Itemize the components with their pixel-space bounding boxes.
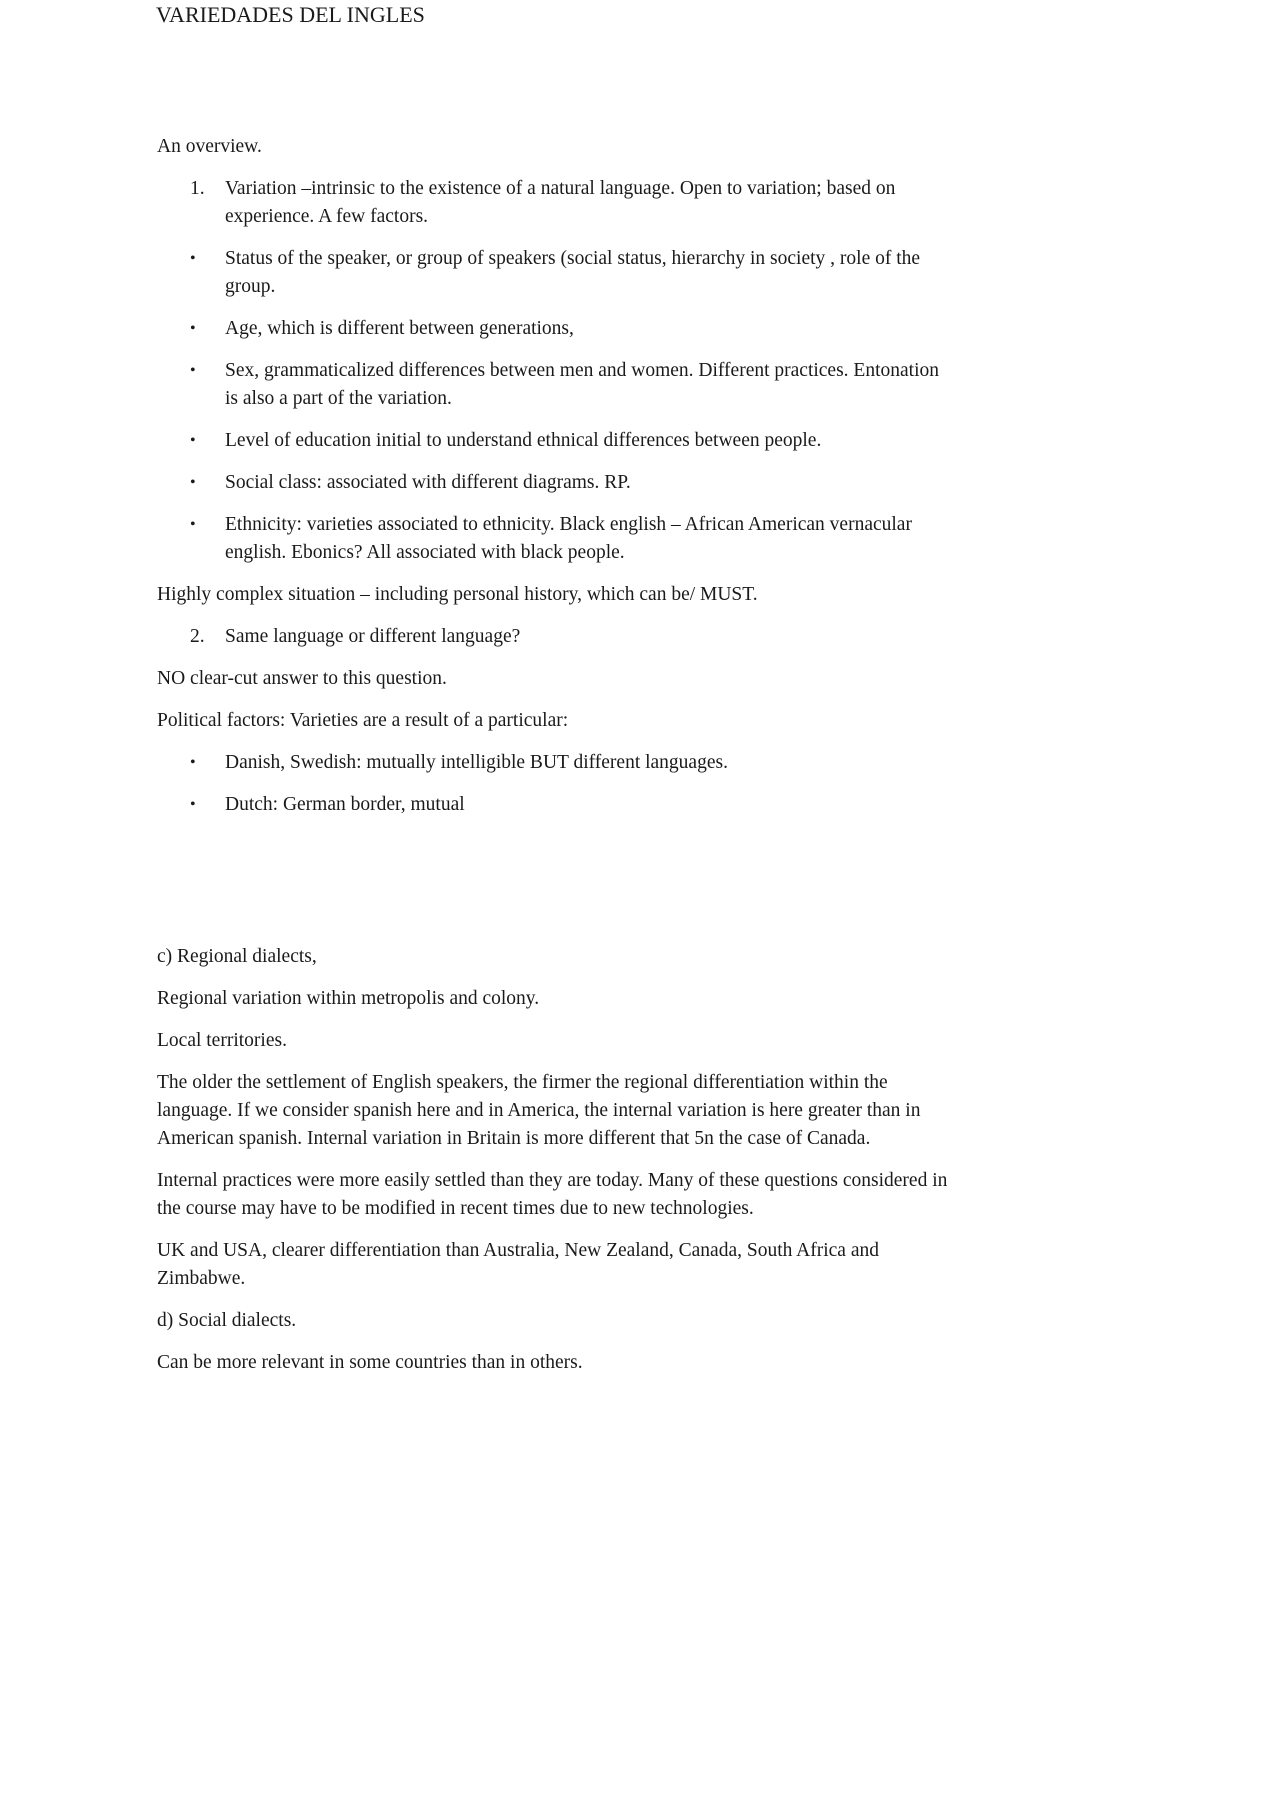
document-body — [157, 133, 952, 1391]
list-item-text: Level of education initial to understand ethnical differences between people. — [225, 430, 822, 451]
list-item-text: Status of the speaker, or group of speakers (social status, hierarchy in society , role of the group. — [225, 248, 921, 297]
list-item-text: Social class: associated with different diagrams. RP. — [225, 472, 631, 493]
numbered-list-item — [157, 175, 952, 231]
paragraph: Political factors: Varieties are a result of a particular: — [157, 710, 569, 731]
bullet-list-item — [157, 469, 952, 497]
paragraph: UK and USA, clearer differentiation than Australia, New Zealand, Canada, South Africa and Zimbabwe. — [157, 1240, 879, 1289]
bullet-icon: • — [190, 796, 196, 813]
bullet-icon: • — [190, 474, 196, 491]
paragraph: Local territories. — [157, 1030, 287, 1051]
paragraph: d) Social dialects. — [157, 1310, 297, 1331]
bullet-list-item — [157, 511, 952, 567]
paragraph: The older the settlement of English speakers, the firmer the regional differentiation within the language. If we consider spanish here and in America, the internal variation is here greater than in American spanish. Internal variation in Britain is more different that 5n the case of Canada. — [157, 1072, 921, 1149]
bullet-icon: • — [190, 516, 196, 533]
paragraph: c) Regional dialects, — [157, 946, 317, 967]
list-item-text: Same language or different language? — [225, 626, 521, 647]
list-item-text: Age, which is different between generations, — [225, 318, 574, 339]
list-item-text: Ethnicity: varieties associated to ethnicity. Black english – African American vernacular english. Ebonics? All associated with black people. — [225, 514, 912, 563]
paragraph: Highly complex situation – including personal history, which can be/ MUST. — [157, 584, 758, 605]
bullet-icon: • — [190, 432, 196, 449]
bullet-list-item — [157, 427, 952, 455]
paragraph: Can be more relevant in some countries than in others. — [157, 1352, 583, 1373]
list-item-text: Variation –intrinsic to the existence of a natural language. Open to variation; based on experience. A few factors. — [225, 178, 896, 227]
bullet-icon: • — [190, 362, 196, 379]
section-gap — [157, 833, 952, 943]
list-item-text: Sex, grammaticalized differences between men and women. Different practices. Entonation is also a part of the variation. — [225, 360, 939, 409]
bullet-list-item — [157, 245, 952, 301]
bullet-list-item — [157, 315, 952, 343]
bullet-list-item — [157, 357, 952, 413]
list-item-text: Dutch: German border, mutual — [225, 794, 465, 815]
list-number: 1. — [190, 178, 205, 199]
bullet-icon: • — [190, 320, 196, 337]
paragraph: NO clear-cut answer to this question. — [157, 668, 447, 689]
paragraph: Regional variation within metropolis and colony. — [157, 988, 540, 1009]
bullet-icon: • — [190, 250, 196, 267]
numbered-list-item — [157, 623, 952, 651]
list-number: 2. — [190, 626, 205, 647]
bullet-list-item — [157, 791, 952, 819]
paragraph: Internal practices were more easily settled than they are today. Many of these questions considered in the course may have to be modified in recent times due to new technologies. — [157, 1170, 948, 1219]
paragraph: An overview. — [157, 136, 262, 157]
bullet-list-item — [157, 749, 952, 777]
document-title: VARIEDADES DEL INGLES — [156, 2, 425, 27]
list-item-text: Danish, Swedish: mutually intelligible BUT different languages. — [225, 752, 728, 773]
bullet-icon: • — [190, 754, 196, 771]
